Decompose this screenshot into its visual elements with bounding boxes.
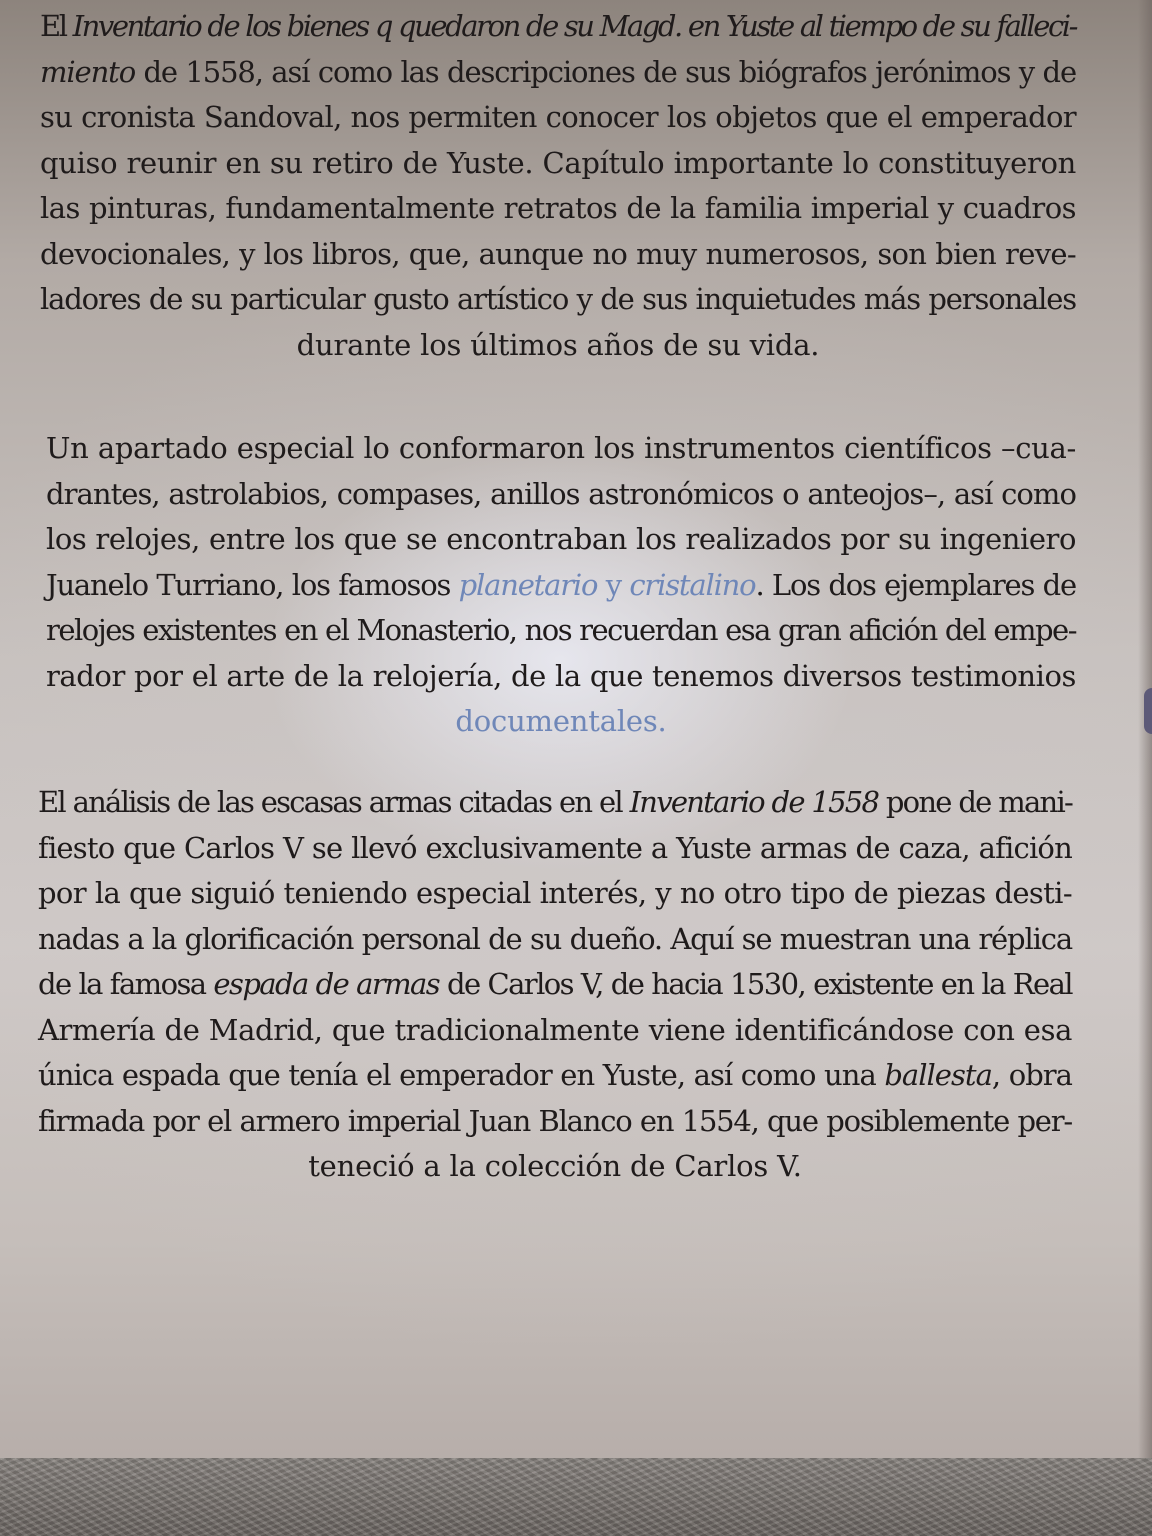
- text-line: firmada por el armero imperial Juan Blanco en 1554, que posiblemente per-: [38, 1103, 1072, 1138]
- text-line: las pinturas, fundamentalmente retratos de la familia imperial y cuadros: [40, 191, 1076, 225]
- text-line: [38, 1053, 1072, 1099]
- italic-term: ballesta: [884, 1058, 992, 1092]
- text-line: rador por el arte de la relojería, de la que tenemos diversos testimonios: [46, 658, 1076, 693]
- italic-term: espada de armas: [213, 967, 440, 1001]
- italic-term: planetario: [458, 567, 598, 602]
- text-segment: El: [40, 9, 73, 43]
- text-segment: única espada que tenía el emperador en Yuste, así como una: [38, 1058, 885, 1092]
- text-line: Un apartado especial lo conformaron los instrumentos científicos –cua-: [46, 431, 1076, 465]
- text-line: [40, 50, 1076, 96]
- floor-carpet: [0, 1458, 1152, 1536]
- text-segment: de la famosa: [38, 967, 214, 1001]
- text-line: devocionales, y los libros, que, aunque no muy numerosos, son bien reve-: [40, 236, 1076, 271]
- text-line: documentales.: [455, 704, 667, 738]
- text-segment: pone de mani-: [878, 785, 1072, 819]
- paragraph-instruments: [46, 426, 1076, 745]
- text-line: ladores de su particular gusto artístico y de sus inquietudes más personales: [40, 282, 1076, 316]
- italic-term: cristalino: [629, 567, 756, 602]
- paragraph-inventory: [40, 4, 1076, 368]
- text-line: por la que siguió teniendo especial interés, y no otro tipo de piezas desti-: [38, 876, 1072, 910]
- text-line: [46, 563, 1076, 609]
- italic-title: Inventario de 1558: [629, 785, 879, 819]
- text-segment: . Los dos ejemplares de: [755, 567, 1076, 602]
- italic-title: miento: [40, 54, 136, 89]
- text-line: [38, 780, 1072, 826]
- text-line: teneció a la colección de Carlos V.: [308, 1149, 802, 1183]
- text-line: relojes existentes en el Monasterio, nos recuerdan esa gran afición del empe-: [46, 613, 1076, 647]
- text-line: durante los últimos años de su vida.: [296, 327, 820, 362]
- text-line: drantes, astrolabios, compases, anillos astronómicos o anteojos–, así como: [46, 476, 1076, 511]
- paragraph-weapons: [38, 780, 1072, 1190]
- text-segment: de 1558, así como las descripciones de sus biógrafos jerónimos y de: [135, 54, 1076, 89]
- italic-title: Inventario de los bienes q quedaron de su Magd. en Yuste al tiempo de su falleci-: [72, 9, 1076, 43]
- text-segment: y: [597, 567, 630, 602]
- text-segment: de Carlos V, de hacia 1530, existente en la Real: [439, 967, 1072, 1001]
- text-segment: El análisis de las escasas armas citadas en el: [38, 785, 630, 819]
- text-line: [38, 962, 1072, 1008]
- text-line: [40, 4, 1076, 50]
- text-line: nadas a la glorificación personal de su dueño. Aquí se muestran una réplica: [38, 921, 1072, 956]
- text-segment: , obra: [991, 1058, 1072, 1092]
- text-line: fiesto que Carlos V se llevó exclusivamente a Yuste armas de caza, afición: [38, 830, 1072, 865]
- panel-edge-tab: [1144, 688, 1152, 734]
- text-line: quiso reunir en su retiro de Yuste. Capítulo importante lo constituyeron: [40, 145, 1076, 180]
- text-line: su cronista Sandoval, nos permiten conocer los objetos que el emperador: [40, 100, 1076, 134]
- text-line: los relojes, entre los que se encontraban los realizados por su ingeniero: [46, 522, 1076, 556]
- text-segment: Juanelo Turriano, los famosos: [46, 567, 459, 602]
- text-line: Armería de Madrid, que tradicionalmente viene identificándose con esa: [38, 1012, 1072, 1047]
